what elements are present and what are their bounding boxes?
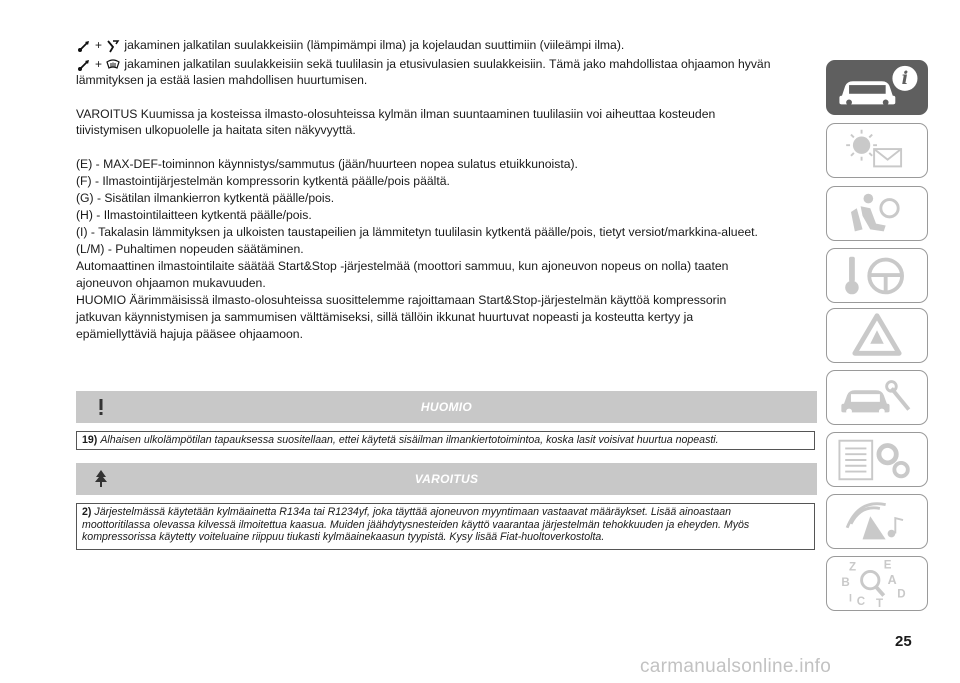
- index-letter: C: [856, 596, 866, 609]
- notice-header-varoitus: [76, 463, 817, 495]
- tab-starting-driving[interactable]: [826, 248, 928, 303]
- index-search-icon: [827, 557, 927, 610]
- tab-warning-lights[interactable]: [826, 123, 928, 178]
- list-item: (F) - Ilmastointijärjestelmän kompressorin kytkentä päälle/pois päältä.: [76, 174, 450, 188]
- multimedia-icon: [827, 495, 927, 548]
- index-letter: B: [841, 576, 850, 589]
- airflow-text-2: jakaminen jalkatilan suulakkeisiin sekä tuulilasin ja etusivulasien suulakkeisiin. Tämä jako mahdollistaa ohjaamon hyvän: [124, 57, 771, 71]
- tab-safety[interactable]: [826, 186, 928, 241]
- note-number: 19): [82, 434, 98, 446]
- warning-lights-icon: [827, 124, 927, 177]
- airflow-line-feet-dash: [76, 38, 624, 53]
- list-item: (H) - Ilmastointilaitteen kytkentä päälle/pois.: [76, 208, 312, 222]
- watermark: carmanualsonline.info: [640, 656, 832, 677]
- note-text: Järjestelmässä käytetään kylmäainetta R134a tai R1234yf, joka täyttää ajoneuvon myyntimaan vastaavat määräykset. Lisää ainoastaan: [94, 506, 731, 518]
- plus-sign: +: [95, 38, 103, 52]
- notice-title: VAROITUS: [414, 472, 479, 486]
- car-info-icon: [827, 61, 927, 114]
- airflow-text-1: jakaminen jalkatilan suulakkeisiin (lämpimämpi ilma) ja kojelaudan suuttimiin (viileämpi ilma).: [124, 38, 625, 52]
- plus-sign: +: [95, 57, 103, 71]
- index-letter: Z: [849, 561, 857, 574]
- tab-index[interactable]: [826, 556, 928, 611]
- body-line: Automaattinen ilmastointilaite säätää Start&Stop -järjestelmää (moottori sammuu, kun ajoneuvon nopeus on nolla) taaten: [76, 259, 729, 273]
- airbag-seat-icon: [827, 187, 927, 240]
- note-number: 2): [82, 506, 92, 518]
- list-item: (E) - MAX-DEF-toiminnon käynnistys/sammutus (jään/huurteen nopea sulatus etuikkunoista).: [76, 157, 578, 171]
- note-text: moottoritilassa olevassa kilvessä ilmoitettua kaasua. Muiden jäähdytysnesteiden käyttö vaarantaa järjestelmän tehokkuuden ja eheyden. Myös: [82, 518, 750, 531]
- body-line: jatkuvan käynnistymisen ja sammumisen välttämiseksi, sillä tällöin ikkunat huurtuvat nopeasti ja kosteutta kertyy ja: [76, 310, 694, 324]
- body-line: lämmityksen ja estää lasien mahdollisen huurtumisen.: [76, 73, 368, 87]
- notice-header-huomio: [76, 391, 817, 423]
- index-letter: D: [897, 588, 906, 601]
- list-item: (G) - Sisätilan ilmankierron kytkentä päälle/pois.: [76, 191, 335, 205]
- dashboard-airflow-icon: [105, 39, 121, 53]
- tab-emergency[interactable]: [826, 308, 928, 363]
- notice-body-varoitus: [76, 503, 815, 550]
- footwell-airflow-icon: [76, 39, 92, 53]
- tab-maintenance[interactable]: [826, 370, 928, 425]
- notice-body-huomio: [76, 431, 815, 450]
- airflow-line-feet-defrost: [76, 57, 770, 72]
- key-steering-icon: [827, 249, 927, 302]
- index-letter: I: [849, 592, 853, 605]
- hazard-triangle-icon: [827, 309, 927, 362]
- tab-technical-data[interactable]: [826, 432, 928, 487]
- list-item: (L/M) - Puhaltimen nopeuden säätäminen.: [76, 242, 304, 256]
- body-warning-line: tiivistymisen ulkopuolelle ja haitata siten näkyvyyttä.: [76, 123, 356, 137]
- tab-multimedia[interactable]: [826, 494, 928, 549]
- windscreen-defrost-icon: [105, 58, 121, 72]
- body-warning-line: VAROITUS Kuumissa ja kosteissa ilmasto-olosuhteissa kylmän ilman suuntaaminen tuulilasiin voi aiheuttaa kosteuden: [76, 107, 716, 121]
- note-text: Alhaisen ulkolämpötilan tapauksessa suositellaan, ettei käytetä sisäilman ilmankiertotoimintoa, koska lasit voisivat huurtua nopeasti.: [100, 434, 719, 446]
- tab-car-info[interactable]: [826, 60, 928, 115]
- page-number: 25: [895, 633, 912, 650]
- body-line: HUOMIO Äärimmäisissä ilmasto-olosuhteissa suosittelemme rajoittamaan Start&Stop-järjestelmän käyttöä kompressorin: [76, 293, 727, 307]
- body-line: epämiellyttäviä hajuja pääsee ohjaamoon.: [76, 327, 303, 341]
- car-service-icon: [827, 371, 927, 424]
- list-item: (I) - Takalasin lämmityksen ja ulkoisten taustapeilien ja lämmitetyn tuulilasin kytkentä päälle/pois, tietyt versiot/markkina-alueet.: [76, 225, 758, 239]
- note-text: kompressorissa käytetty voiteluaine riippuu tiukasti kylmäainekaasun tyypistä. Kysy lisää Fiat-huoltoverkostolta.: [82, 531, 605, 543]
- notice-title: HUOMIO: [420, 400, 473, 414]
- footwell-airflow-icon: [76, 58, 92, 72]
- specs-gears-icon: [827, 433, 927, 486]
- index-letter: A: [887, 572, 897, 587]
- index-letter: T: [876, 598, 884, 610]
- index-letter: E: [883, 559, 892, 572]
- body-line: ajoneuvon ohjaamon mukavuuden.: [76, 276, 266, 290]
- svg-text:i: i: [901, 69, 909, 90]
